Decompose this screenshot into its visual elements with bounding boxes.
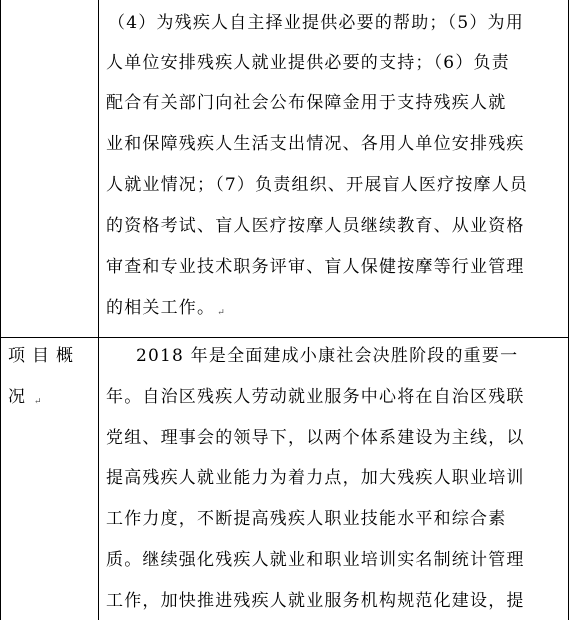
row2-text-line: 工作力度，不断提高残疾人职业技能水平和综合素 <box>106 509 507 529</box>
row2-text-line: 2018 年是全面建成小康社会决胜阶段的重要一 <box>136 346 519 366</box>
paragraph-mark: ↵ <box>217 308 225 318</box>
row1-text-line: 人就业情况；（7）负责组织、开展盲人医疗按摩人员 <box>106 175 529 195</box>
row1-last-line <box>106 297 225 324</box>
table-row-divider <box>0 337 569 338</box>
row2-text-line: 年。自治区残疾人劳动就业服务中心将在自治区残联 <box>106 387 525 407</box>
table-column-divider <box>98 0 99 620</box>
row2-text-line: 质。继续强化残疾人就业和职业培训实名制统计管理 <box>106 550 525 570</box>
row2-label-line2: 况 <box>8 387 32 407</box>
row1-text-line: 业和保障残疾人生活支出情况、各用人单位安排残疾 <box>106 134 525 154</box>
table-border-left <box>0 0 1 620</box>
row1-text-line: 配合有关部门向社会公布保障金用于支持残疾人就 <box>106 93 507 113</box>
row2-text-line: 提高残疾人就业能力为着力点，加大残疾人职业培训 <box>106 468 525 488</box>
row1-text-line: （4）为残疾人自主择业提供必要的帮助；（5）为用 <box>108 13 524 33</box>
row2-text-line: 党组、理事会的领导下，以两个体系建设为主线，以 <box>106 428 525 448</box>
row1-text-line: 人单位安排残疾人就业提供必要的支持；（6）负责 <box>106 53 510 73</box>
row1-text-line: 审查和专业技术职务评审、盲人保健按摩等行业管理 <box>106 257 525 277</box>
paragraph-mark: ↵ <box>34 397 42 407</box>
row2-label-line2-wrap <box>8 386 42 413</box>
row1-text-line: 的资格考试、盲人医疗按摩人员继续教育、从业资格 <box>106 216 525 236</box>
row1-text-line: 的相关工作。 <box>106 298 216 318</box>
row2-label-line1: 项目概 <box>8 346 80 366</box>
table-border-right <box>568 0 569 620</box>
row2-text-line: 工作，加快推进残疾人就业服务机构规范化建设，提 <box>106 591 525 611</box>
